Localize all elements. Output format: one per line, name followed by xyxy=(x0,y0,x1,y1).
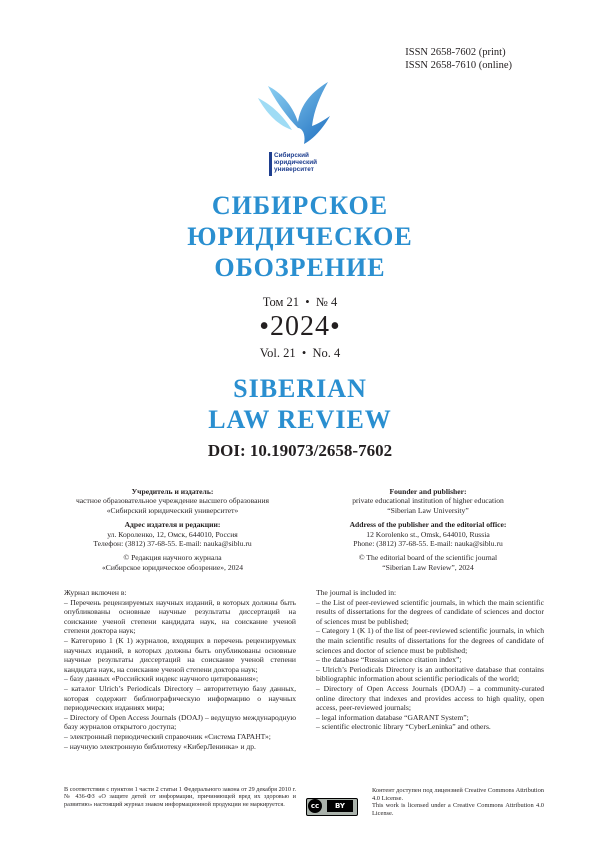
license-text-en: This work is licensed under a Creative Commons Attribution 4.0 License. xyxy=(372,802,544,817)
issn-online: ISSN 2658-7610 (online) xyxy=(405,60,512,71)
publisher-heading-en: Founder and publisher: xyxy=(389,487,467,496)
indexing-heading-en: The journal is included in: xyxy=(316,588,397,597)
indexing-list-en xyxy=(316,588,544,732)
doi: DOI: 10.19073/2658-7602 xyxy=(207,441,393,460)
by-icon: BY xyxy=(327,800,353,812)
publisher-heading-ru: Учредитель и издатель: xyxy=(131,487,214,496)
issn-print: ISSN 2658-7602 (print) xyxy=(405,47,506,58)
cc-icon: cc xyxy=(308,799,322,813)
university-bar xyxy=(269,152,272,176)
publisher-info-ru: Учредитель и издатель: частное образовательное учреждение высшего образования «Сибирский юридический университет» Адрес издателя и редакции: ул. Короленко, 12, Омск, 644010, Россия Телефон: (3812) 37-68-55. E-mail: nauka@siblu.ru © Редакция научного журнала «Сибирское юридическое обозрение», 2024 xyxy=(60,487,285,572)
volume-en: Vol. 21 • No. 4 xyxy=(259,346,341,360)
list-item: – Перечень рецензируемых научных изданий, в которых должны быть опубликованы основные научные результаты диссертаций на соискание ученой степени кандидата наук, на соискание ученой степени доктора наук; xyxy=(64,597,296,636)
volume-ru: Том 21 • № 4 xyxy=(262,295,338,309)
license-text xyxy=(372,787,544,817)
license-text-ru: Контент доступен под лицензией Creative Commons Attribution 4.0 License. xyxy=(372,787,544,802)
list-item: – the database “Russian science citation index”; xyxy=(316,655,462,665)
list-item: – каталог Ulrich’s Periodicals Directory – авторитетную базу данных, которая содержит библиографическую информацию о научных периодических изданиях мира; xyxy=(64,683,296,713)
list-item: – scientific electronic library “CyberLeninka” and others. xyxy=(316,722,491,732)
list-item: – Directory of Open Access Journals (DOAJ) – ведущую международную базу журналов открытого доступа; xyxy=(64,712,296,732)
university-name: Сибирский юридический университет xyxy=(274,152,318,173)
list-item: – Ulrich’s Periodicals Directory is an authoritative database that contains bibliographic information about scientific periodicals of the world; xyxy=(316,664,544,684)
list-item: – научную электронную библиотеку «КиберЛенинка» и др. xyxy=(64,741,256,751)
journal-title-ru: СИБИРСКОЕ ЮРИДИЧЕСКОЕ ОБОЗРЕНИЕ xyxy=(187,191,413,282)
publisher-info-en: Founder and publisher: private educational institution of higher education “Siberian Law University” Address of the publisher and the editorial office: 12 Korolenko st., Omsk, 644010, Russia Phone: (3812) 37-68-55. E-mail: nauka@siblu.ru © The editorial board of the scientific journal “Siberian Law Review”, 2024 xyxy=(313,487,543,572)
indexing-list-ru xyxy=(64,588,296,751)
list-item: – Directory of Open Access Journals (DOAJ) – a community-curated online directory that indexes and provides access to high quality, open access, peer-reviewed journals; xyxy=(316,683,544,713)
address-heading-en: Address of the publisher and the editorial office: xyxy=(349,520,507,530)
year: •2024• xyxy=(259,311,341,342)
indexing-heading-ru: Журнал включен в: xyxy=(64,588,127,597)
list-item: – the List of peer-reviewed scientific journals, in which the main scientific results of dissertations for the degrees of candidate of sciences and doctor of sciences must be published; xyxy=(316,597,544,626)
list-item: – Category 1 (K 1) of the list of peer-reviewed scientific journals, in which the main scientific results of dissertations for the degrees of candidate of sciences and doctor of science must be published; xyxy=(316,626,544,655)
journal-title-en: SIBERIAN LAW REVIEW xyxy=(208,374,392,434)
issn-block xyxy=(405,46,512,72)
list-item: – электронный периодический справочник «Система ГАРАНТ»; xyxy=(64,731,271,741)
list-item: – базу данных «Российский индекс научного цитирования»; xyxy=(64,674,259,684)
law-notice: В соответствии с пунктом 1 части 2 статьи 1 Федерального закона от 29 декабря 2010 г. № 436-ФЗ «О защите детей от информации, причиняющей вред их здоровью и развитию» настоящий журнал знаком информационной продукции не маркируется. xyxy=(64,786,296,808)
address-heading-ru: Адрес издателя и редакции: xyxy=(124,520,221,530)
list-item: – Категорию 1 (К 1) журналов, входящих в перечень рецензируемых научных изданий, в которых должны быть опубликованы основные научные результаты диссертаций на соискание ученой степени кандидата наук, на соискание ученой степени доктора наук; xyxy=(64,635,296,674)
list-item: – legal information database “GARANT System”; xyxy=(316,712,469,722)
